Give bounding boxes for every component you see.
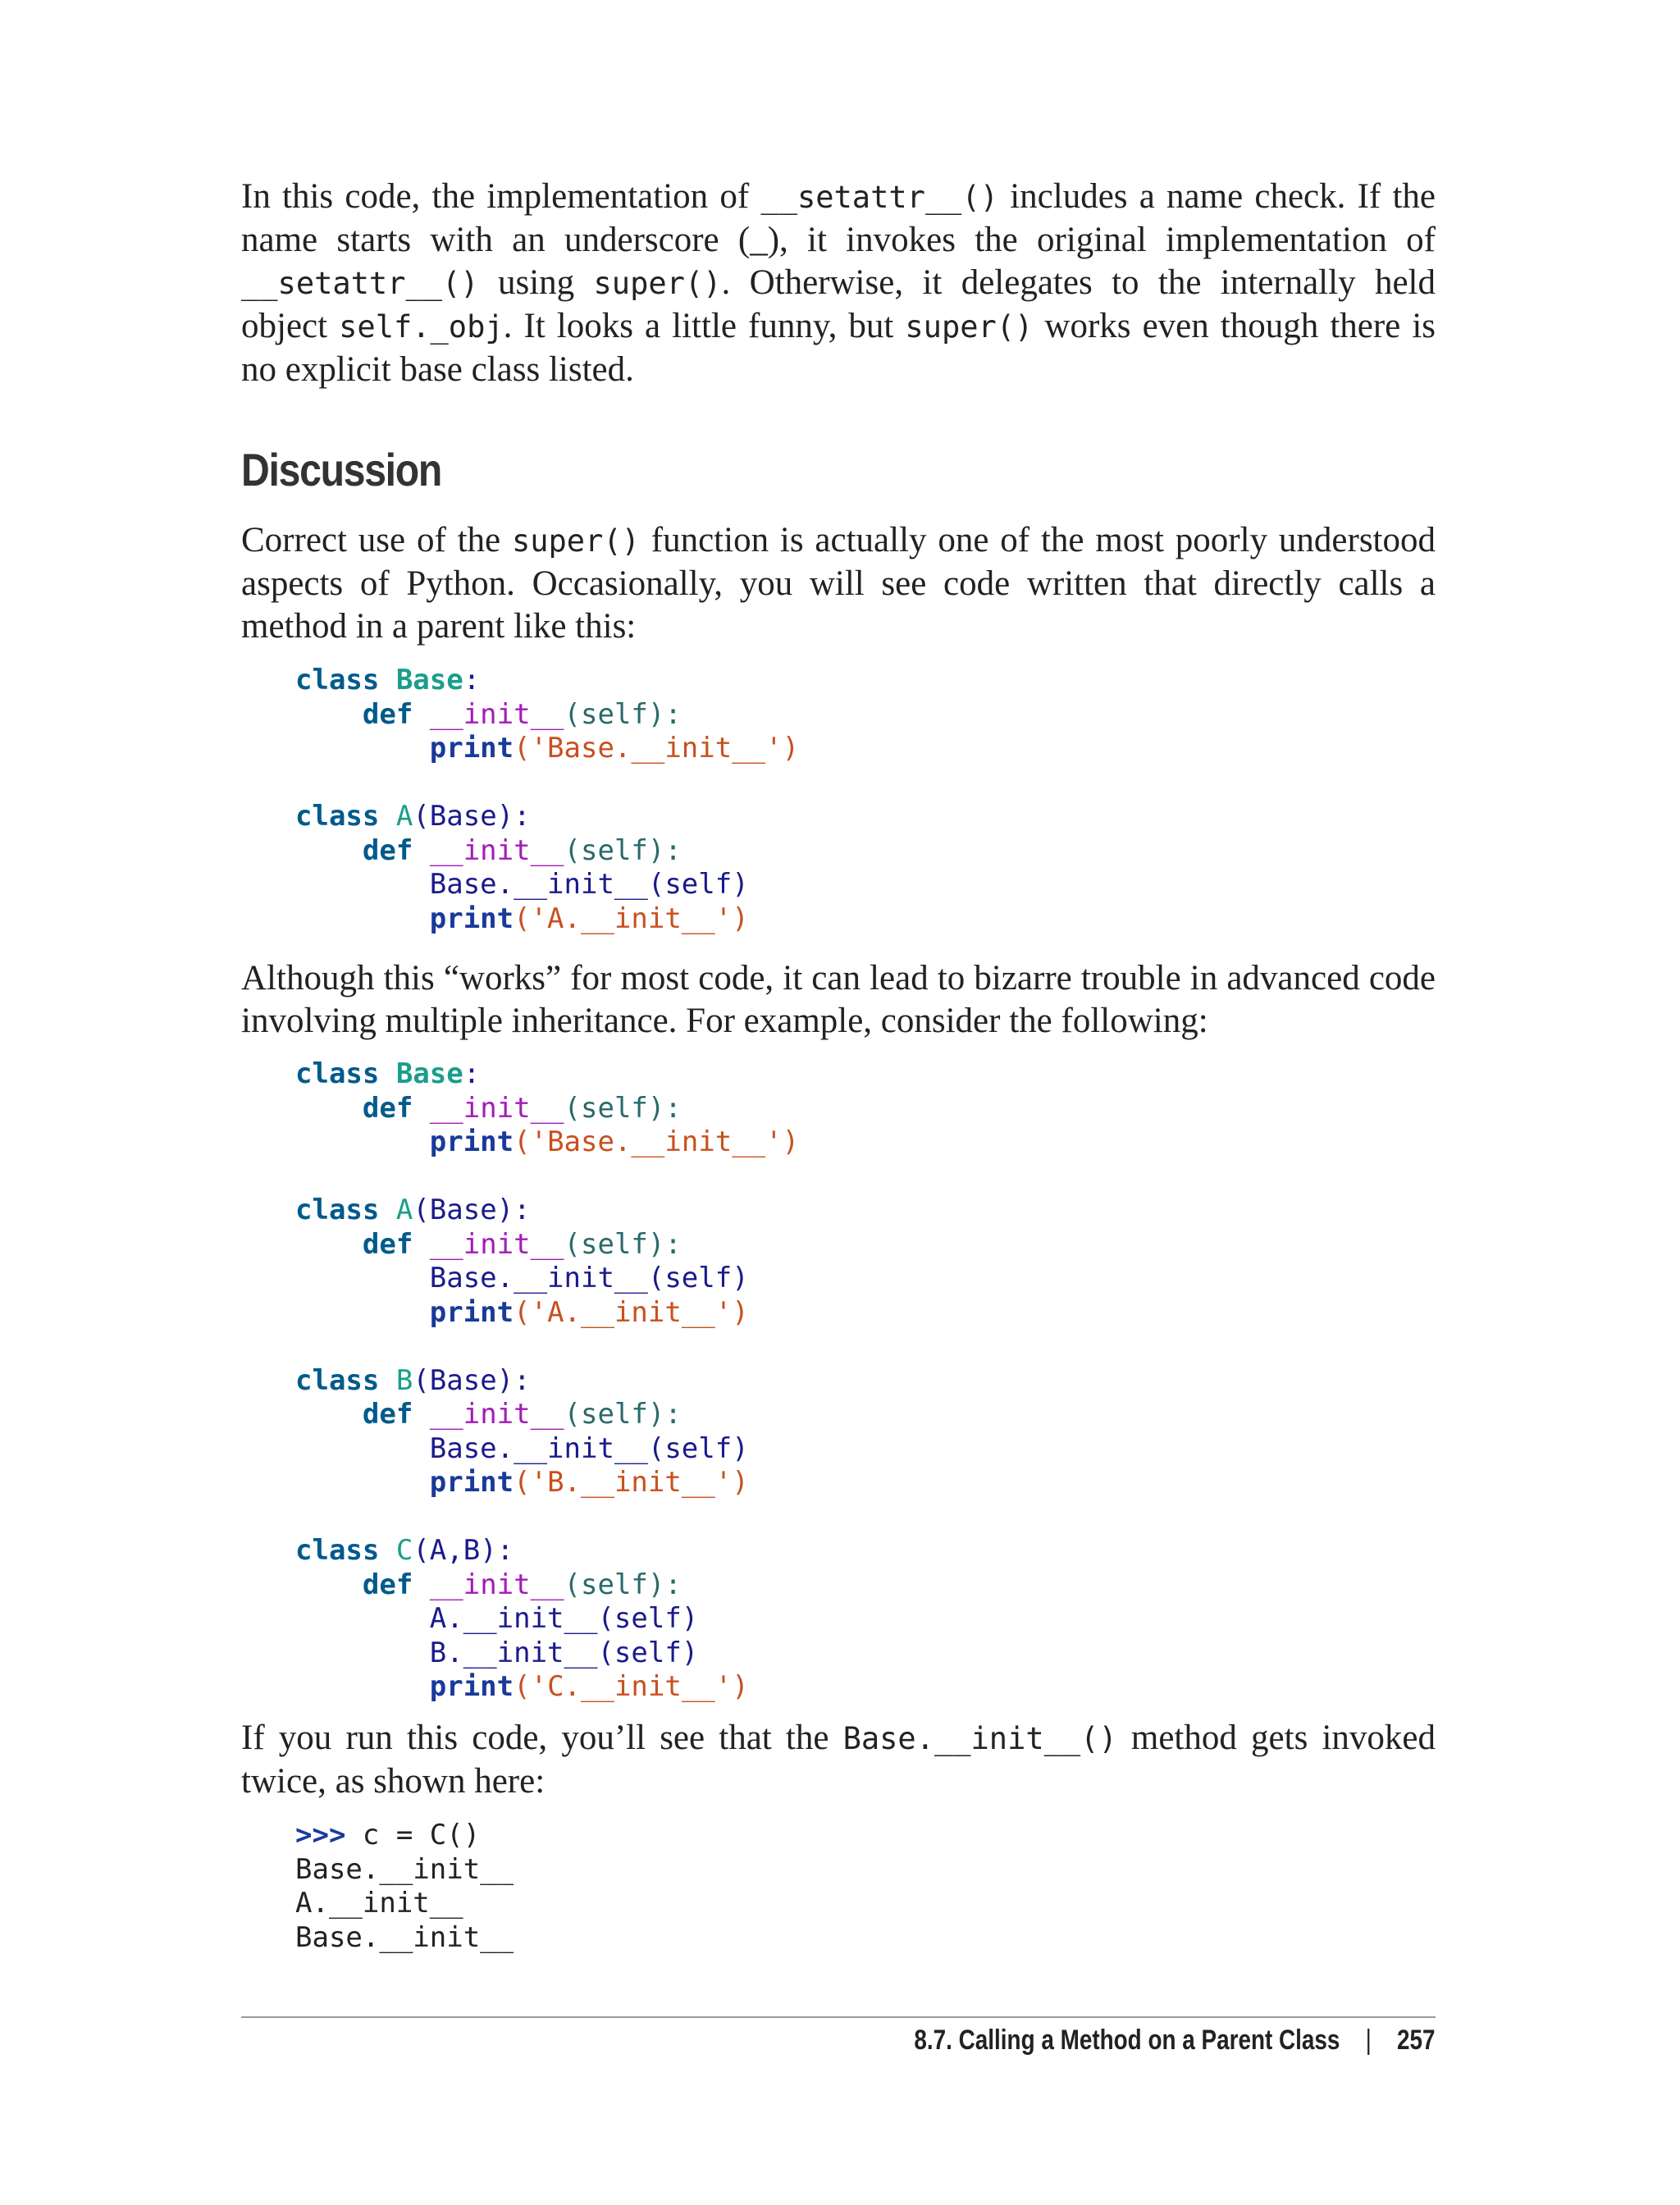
text: method gets invoked twice, as shown here:: [241, 1719, 1436, 1801]
inline-code: super(): [511, 523, 640, 559]
paragraph-multiple-inheritance: Although this “works” for most code, it can lead to bizarre trouble in advanced code involving multiple inheritance. For example, consider the following:: [241, 959, 1436, 1040]
class-name: Base: [395, 664, 463, 696]
string: ('A.__init__'): [514, 902, 749, 935]
string: 'Base.__init__': [530, 1125, 783, 1158]
paragraph-super-intro: [241, 519, 1436, 647]
string: ('Base.__init__'): [514, 732, 800, 765]
function-name: __init__: [429, 1568, 564, 1601]
keyword: class: [295, 664, 396, 696]
inline-code: super(): [593, 266, 722, 301]
output-line: Base.__init__: [295, 1852, 514, 1886]
inline-code: self._obj: [339, 309, 504, 345]
bases: (A,B):: [413, 1534, 514, 1567]
statement: A.__init__(self): [429, 1602, 699, 1635]
params: (self):: [564, 1398, 682, 1431]
statement: Base.__init__(self): [295, 868, 749, 901]
text: function is actually one of the most poorly understood aspects of Python. Occasionally, you will see code written that directly calls a method in a parent like this:: [241, 521, 1436, 646]
text: works even though there is no explicit base class listed.: [241, 307, 1436, 389]
keyword: def: [362, 1568, 430, 1601]
builtin: print: [295, 902, 514, 935]
keyword: def: [362, 1227, 430, 1261]
class-name: B: [395, 1363, 413, 1397]
bases: (Base):: [413, 1194, 531, 1226]
string: 'A.__init__': [530, 1295, 733, 1329]
params: (self):: [564, 1568, 682, 1601]
output-line: A.__init__: [295, 1887, 463, 1920]
class-name: Base: [395, 1057, 463, 1090]
section-heading: Discussion: [241, 444, 442, 495]
string: 'C.__init__': [530, 1670, 733, 1703]
paragraph-setattr-explanation: [241, 176, 1436, 389]
footer-section-title: 8.7. Calling a Method on a Parent Class: [914, 2025, 1340, 2056]
keyword: def: [362, 1091, 430, 1125]
class-name: A: [395, 800, 413, 833]
output-line: Base.__init__: [295, 1920, 514, 1954]
repl-input: c = C(): [345, 1819, 481, 1851]
keyword: class: [295, 1057, 396, 1090]
inline-code: super(): [905, 309, 1034, 345]
text: . It looks a little funny, but: [503, 307, 906, 345]
footer-divider: [241, 2016, 1436, 2018]
builtin: print: [429, 1466, 514, 1499]
builtin: print: [295, 732, 514, 765]
code-block-diamond: class Base: def __init__(self): print('Base.__init__') class A(Base): def __init__(self): Base.__init__(self) print('A.__init__') class B(Base): def __init__(self): Base.__init__(self) print('B.__init__') class C(A,B): def __init__(self): A.__init__(self) B.__init__(self) print('C.__init__'): [295, 1057, 800, 1703]
keyword: def: [295, 833, 430, 867]
page-number: 257: [1397, 2025, 1436, 2056]
text: . Otherwise, it delegates to the internally held object: [241, 263, 1436, 345]
function-name: __init__: [429, 1227, 564, 1261]
params: (self):: [564, 1227, 682, 1261]
paragraph-run-output: [241, 1717, 1436, 1802]
text: If you run this code, you’ll see that the: [241, 1719, 843, 1757]
inline-code: __setattr__(): [760, 180, 999, 215]
keyword: class: [295, 1363, 396, 1397]
params: (self):: [564, 697, 682, 731]
function-name: __init__: [429, 1398, 564, 1431]
punct: :: [463, 1057, 481, 1090]
repl-prompt: >>>: [295, 1819, 346, 1851]
keyword: class: [295, 800, 396, 833]
punct: :: [463, 664, 481, 696]
function-name: __init__: [429, 833, 564, 867]
bases: (Base):: [413, 1363, 531, 1397]
text: In this code, the implementation of: [241, 177, 761, 216]
statement: B.__init__(self): [429, 1636, 699, 1669]
string: 'B.__init__': [530, 1466, 733, 1499]
code-block-direct-call: [241, 664, 1436, 939]
params: (self):: [564, 833, 682, 867]
class-name: C: [395, 1534, 413, 1567]
statement: Base.__init__(self): [429, 1262, 749, 1294]
text: includes a name check. If the name starts with an underscore (_), it invokes the original implementation of: [241, 177, 1436, 259]
keyword: def: [295, 697, 430, 731]
bases: (Base):: [413, 800, 531, 833]
keyword: def: [362, 1398, 430, 1431]
text: using: [478, 263, 594, 302]
builtin: print: [429, 1125, 514, 1158]
class-name: A: [395, 1194, 413, 1226]
builtin: print: [429, 1295, 514, 1329]
builtin: print: [429, 1670, 514, 1703]
function-name: __init__: [429, 1091, 564, 1125]
function-name: __init__: [429, 697, 564, 731]
inline-code: Base.__init__(): [842, 1721, 1117, 1756]
text: Correct use of the: [241, 521, 512, 559]
footer-separator: |: [1366, 2025, 1372, 2056]
keyword: class: [295, 1534, 396, 1567]
running-footer: [915, 2025, 1436, 2057]
params: (self):: [564, 1091, 682, 1125]
statement: Base.__init__(self): [429, 1431, 749, 1465]
inline-code: __setattr__(): [241, 266, 479, 301]
page-body: [241, 176, 1436, 1955]
code-block-interactive-output: [241, 1819, 1436, 1955]
keyword: class: [295, 1194, 396, 1226]
